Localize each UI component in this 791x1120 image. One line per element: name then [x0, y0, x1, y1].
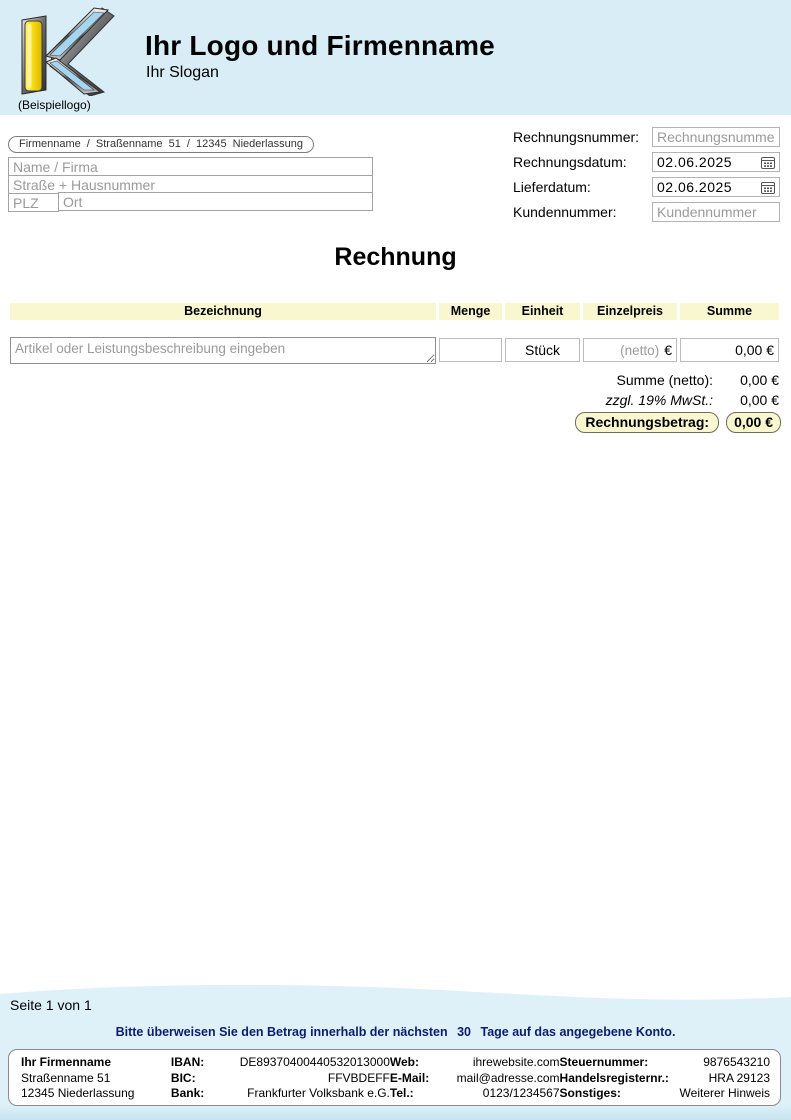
logo-k-image: [12, 6, 116, 96]
register-number-value: HRA 29123: [708, 1070, 770, 1085]
iban-value: DE89370400440532013000: [239, 1055, 390, 1069]
bic-label: BIC:: [170, 1070, 196, 1085]
payment-notice: [0, 1025, 791, 1039]
bic-value: FFVBDEFF: [327, 1070, 390, 1085]
column-header-einheit: Einheit: [505, 303, 580, 320]
logo-caption: (Beispiellogo): [18, 98, 91, 112]
company-title: Ihr Logo und Firmenname: [145, 30, 495, 61]
delivery-date-row: [513, 177, 783, 197]
tel-label: Tel.:: [389, 1086, 414, 1100]
footer-company-street: Straßenname 51: [21, 1070, 111, 1085]
invoice-date-row: [513, 152, 783, 172]
invoice-number-label: Rechnungsnummer:: [513, 129, 640, 145]
invoice-date-input[interactable]: [652, 152, 780, 172]
legal-info-group: [560, 1055, 770, 1105]
item-description-textarea[interactable]: [10, 337, 436, 364]
web-label: Web:: [389, 1055, 419, 1069]
page-indicator: Seite 1 von 1: [10, 997, 92, 1013]
item-price-input[interactable]: [597, 343, 659, 358]
company-logo: [12, 6, 122, 112]
item-price-cell: [583, 338, 677, 362]
contact-info-group: [390, 1055, 560, 1105]
vat-value: 0,00 €: [740, 392, 779, 408]
tax-number-value: 9876543210: [703, 1055, 770, 1069]
column-header-einzelpreis: Einzelpreis: [583, 303, 677, 320]
delivery-date-input[interactable]: [652, 177, 780, 197]
customer-number-row: [513, 202, 783, 222]
recipient-zip-input[interactable]: [8, 193, 59, 212]
payment-notice-before: Bitte überweisen Sie den Betrag innerhalb der nächsten: [115, 1025, 448, 1039]
misc-value: Weiterer Hinweis: [679, 1086, 770, 1100]
customer-number-label: Kundennummer:: [513, 204, 617, 220]
item-unit-input[interactable]: [506, 342, 579, 358]
company-info-group: [21, 1055, 171, 1105]
item-quantity-input[interactable]: [440, 342, 501, 358]
column-header-bezeichnung: Bezeichnung: [10, 303, 436, 320]
grand-total-label: Rechnungsbetrag:: [575, 412, 719, 433]
payment-days[interactable]: 30: [457, 1025, 471, 1039]
recipient-name-input[interactable]: [8, 157, 373, 176]
item-row: [10, 337, 779, 364]
footer-company-city: 12345 Niederlassung: [21, 1086, 135, 1100]
invoice-date-value: 02.06.2025: [657, 154, 733, 170]
item-quantity-cell: [439, 338, 502, 362]
vat-label: zzgl. 19% MwSt.:: [605, 392, 713, 408]
document-title: Rechnung: [334, 243, 457, 271]
net-total-row: [617, 372, 779, 388]
page-header: [0, 0, 791, 115]
recipient-zip-city-row: [8, 193, 373, 212]
invoice-date-label: Rechnungsdatum:: [513, 154, 627, 170]
calendar-icon[interactable]: [761, 181, 775, 194]
invoice-number-row: [513, 127, 783, 147]
delivery-date-value: 02.06.2025: [657, 179, 733, 195]
footer-wave: [0, 978, 791, 1010]
net-total-value: 0,00 €: [740, 372, 779, 388]
tax-number-label: Steuernummer:: [559, 1055, 649, 1069]
company-slogan: Ihr Slogan: [146, 64, 219, 81]
register-number-label: Handelsregisternr.:: [559, 1070, 669, 1085]
item-unit-cell: [505, 338, 580, 362]
item-sum-cell: 0,00 €: [680, 338, 779, 362]
email-label: E-Mail:: [389, 1070, 430, 1085]
customer-number-input[interactable]: [652, 202, 780, 222]
column-header-menge: Menge: [439, 303, 502, 320]
email-value: mail@adresse.com: [456, 1070, 560, 1085]
delivery-date-label: Lieferdatum:: [513, 179, 591, 195]
bank-info-group: [171, 1055, 390, 1105]
net-total-label: Summe (netto):: [616, 372, 713, 388]
items-table-header: [10, 303, 779, 320]
grand-total-value: 0,00 €: [726, 412, 781, 433]
calendar-icon[interactable]: [761, 156, 775, 169]
recipient-city-input[interactable]: [58, 192, 373, 211]
invoice-number-input[interactable]: [652, 127, 780, 147]
currency-symbol: €: [664, 342, 672, 358]
web-value: ihrewebsite.com: [472, 1055, 560, 1069]
company-info-box: [8, 1049, 781, 1106]
misc-label: Sonstiges:: [559, 1086, 621, 1100]
recipient-block: [8, 157, 373, 212]
grand-total-row: [575, 412, 781, 433]
vat-row: [606, 392, 779, 408]
iban-label: IBAN:: [170, 1055, 205, 1069]
sender-address-line: Firmenname / Straßenname 51 / 12345 Niederlassung: [8, 136, 314, 153]
bank-value: Frankfurter Volksbank e.G.: [247, 1086, 390, 1100]
tel-value: 0123/1234567: [482, 1086, 560, 1100]
column-header-summe: Summe: [680, 303, 779, 320]
bank-label: Bank:: [170, 1086, 205, 1100]
payment-notice-after: Tage auf das angegebene Konto.: [480, 1025, 676, 1039]
footer-company-name: Ihr Firmenname: [21, 1055, 112, 1069]
